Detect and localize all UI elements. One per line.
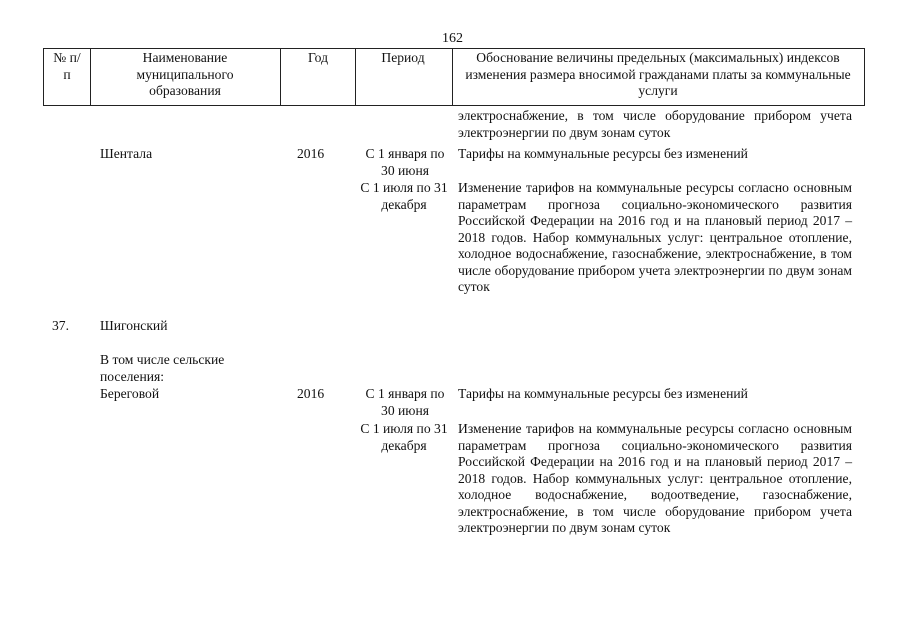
header-period: Период: [381, 50, 425, 65]
basis-text: Тарифы на коммунальные ресурсы без изменений: [458, 386, 748, 401]
continuation-text: электроснабжение, в том числе оборудование прибором учета электроэнергии по двум зонам суток: [458, 108, 852, 140]
header-year: Год: [308, 50, 328, 65]
municipality-name: Шентала: [100, 146, 153, 161]
year: 2016: [297, 146, 325, 161]
municipality-name: Шигонский: [100, 318, 168, 333]
column-divider: [452, 48, 453, 106]
column-divider: [43, 48, 44, 106]
row-number: 37.: [52, 318, 69, 333]
header-bottom-border: [43, 105, 864, 106]
period: С 1 января по 30 июня: [365, 386, 445, 418]
header-top-border: [43, 48, 864, 49]
column-divider: [864, 48, 865, 106]
basis-text: Изменение тарифов на коммунальные ресурсы согласно основным параметрам прогноза социально-экономического развития Российской Федерации на 2016 год и на плановый период 2017 – 2018 годов. Набор коммунальных услуг: центральное отопление, холодное водоснабжение, водоотведение, газоснабжение, электроснабжение, в том числе оборудование прибором учета электроэнергии по двум зонам суток: [458, 421, 852, 535]
column-divider: [280, 48, 281, 106]
header-basis: Обоснование величины предельных (максимальных) индексов изменения размера вносимой гражданами платы за коммунальные услуги: [465, 50, 851, 98]
column-divider: [90, 48, 91, 106]
basis-text: Изменение тарифов на коммунальные ресурсы согласно основным параметрам прогноза социально-экономического развития Российской Федерации на 2016 год и на плановый период 2017 – 2018 годов. Набор коммунальных услуг: центральное отопление, холодное водоснабжение, газоснабжение, электроснабжение, в том числе оборудование прибором учета электроэнергии по двум зонам суток: [458, 180, 852, 294]
year: 2016: [297, 386, 325, 401]
period: С 1 июля по 31 декабря: [360, 421, 448, 453]
period: С 1 января по 30 июня: [365, 146, 445, 178]
page-number: 162: [442, 31, 463, 46]
header-name: Наименование муниципального образования: [136, 50, 234, 98]
period: С 1 июля по 31 декабря: [360, 180, 448, 212]
rural-settlements-label: В том числе сельские поселения:: [100, 352, 225, 384]
municipality-name: Береговой: [100, 386, 160, 401]
basis-text: Тарифы на коммунальные ресурсы без изменений: [458, 146, 748, 161]
column-divider: [355, 48, 356, 106]
header-number: № п/п: [53, 50, 81, 82]
